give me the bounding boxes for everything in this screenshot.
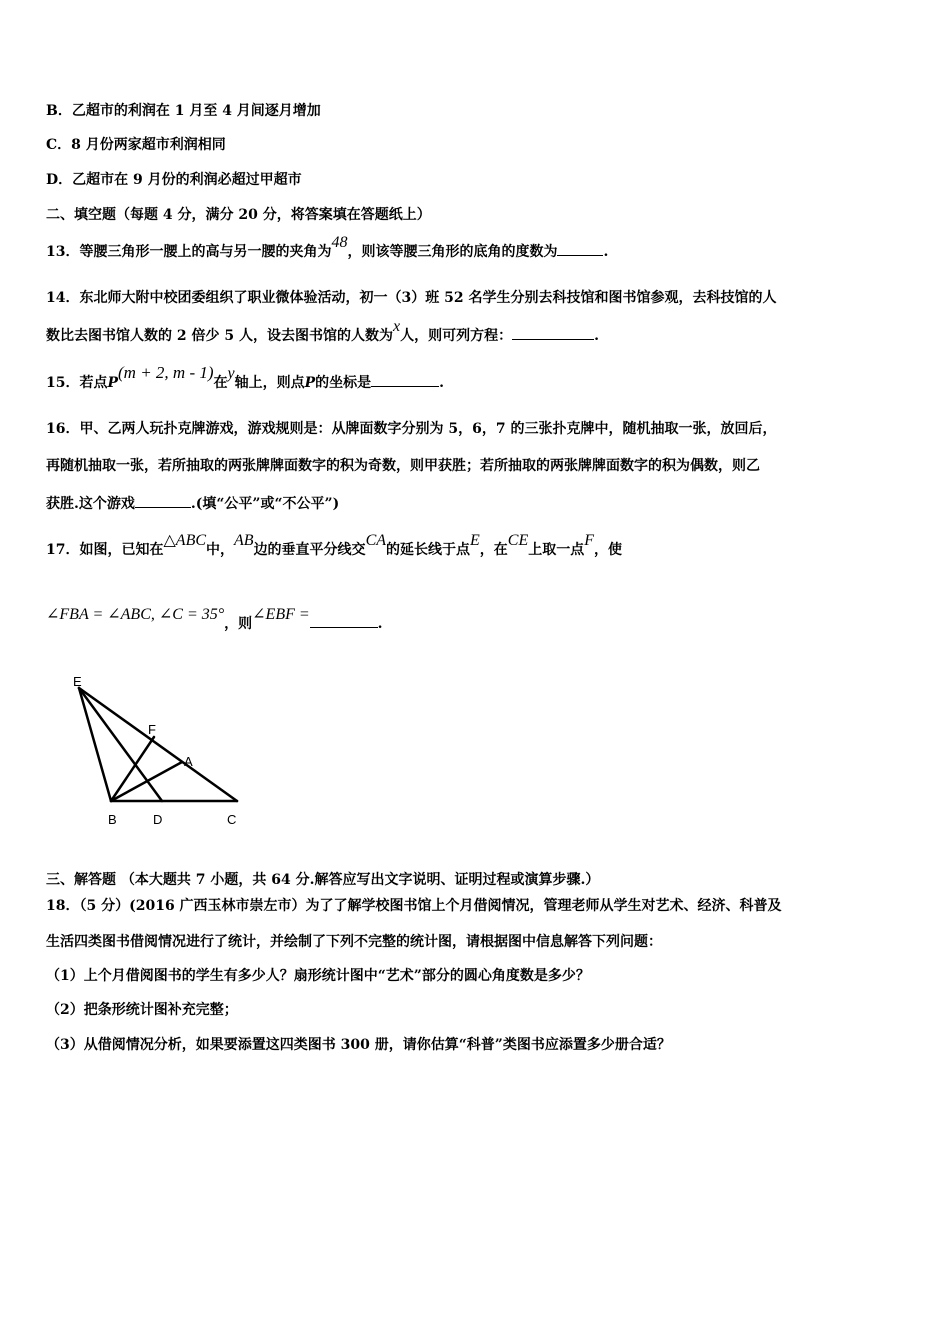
- q17-t6: 上取一点: [528, 542, 585, 558]
- q15-point-2: P: [304, 375, 316, 391]
- q17-t8: ，则: [224, 616, 253, 632]
- q13-answer-blank: [557, 241, 603, 256]
- section-3-header: 三、解答题 （本大题共 7 小题，共 64 分.解答应写出文字说明、证明过程或演算步骤.）: [46, 872, 600, 888]
- q17-t5: ，在: [479, 542, 508, 558]
- label-f: F: [148, 722, 156, 737]
- label-e: E: [73, 674, 82, 689]
- q17-segment-ab: AB: [234, 532, 254, 549]
- q14-variable: x: [392, 318, 401, 335]
- label-c: C: [227, 812, 237, 827]
- question-14-line-1: 14．东北师大附中校团委组织了职业微体验活动，初一（3）班 52 名学生分别去科技馆和图书馆参观，去科技馆的人: [46, 290, 777, 306]
- q15-axis: y: [227, 365, 235, 382]
- section-2-header: 二、填空题（每题 4 分，满分 20 分，将答案填在答题纸上）: [46, 207, 431, 223]
- q14-text-a: 数比去图书馆人数的 2 倍少 5 人，设去图书馆的人数为: [46, 328, 393, 344]
- q17-condition: ∠FBA = ∠ABC, ∠C = 35°: [46, 606, 225, 623]
- q15-text-a: 15．若点: [46, 375, 108, 391]
- q15-end: .: [439, 375, 445, 391]
- label-a: A: [184, 754, 193, 769]
- question-13: [46, 234, 609, 262]
- q16-answer-blank: [135, 493, 191, 508]
- question-18-line-1: 18．（5 分）(2016 广西玉林市崇左市）为了了解学校图书馆上个月借阅情况，管理老师从学生对艺术、经济、科普及: [46, 898, 782, 914]
- q17-point-f: F: [584, 532, 595, 549]
- q17-answer-blank: [310, 613, 378, 628]
- q13-end: .: [603, 244, 609, 260]
- q17-t3: 边的垂直平分线交: [253, 542, 366, 558]
- q17-segment-ca: CA: [365, 532, 387, 549]
- q17-t1: 17．如图，已知在: [46, 542, 164, 558]
- question-18-sub-3: （3）从借阅情况分析，如果要添置这四类图书 300 册，请你估算“科普”类图书应添置多少册合适？: [46, 1037, 671, 1053]
- q16-text-a: 获胜.这个游戏: [46, 496, 135, 512]
- q13-text-a: 13．等腰三角形一腰上的高与另一腰的夹角为: [46, 244, 332, 260]
- segment-eb: [79, 688, 111, 801]
- q17-t4: 的延长线于点: [386, 542, 471, 558]
- q14-text-b: 人，则可列方程：: [400, 328, 513, 344]
- question-18-sub-1: （1）上个月借阅图书的学生有多少人？扇形统计图中“艺术”部分的圆心角度数是多少？: [46, 968, 590, 984]
- triangle-figure: [60, 670, 260, 835]
- question-18-sub-2: （2）把条形统计图补充完整；: [46, 1002, 238, 1018]
- q17-end: .: [377, 616, 383, 632]
- label-d: D: [153, 812, 163, 827]
- q17-point-e: E: [470, 532, 480, 549]
- q14-answer-blank: [512, 325, 594, 340]
- q15-coords: (m + 2, m - 1): [118, 363, 214, 382]
- question-17-line-2: [46, 606, 383, 634]
- q17-t2: 中，: [206, 542, 235, 558]
- q15-answer-blank: [371, 372, 439, 387]
- q15-text-c: 轴上，则点: [234, 375, 305, 391]
- option-b: B．乙超市的利润在 1 月至 4 月间逐月增加: [46, 103, 321, 119]
- question-14-line-2: [46, 318, 599, 346]
- question-16-line-1: 16．甲、乙两人玩扑克牌游戏，游戏规则是：从牌面数字分别为 5，6，7 的三张扑克牌中，随机抽取一张，放回后，: [46, 421, 777, 437]
- question-15: [46, 363, 445, 393]
- q13-angle: 48: [331, 234, 348, 251]
- segment-ec: [79, 688, 237, 801]
- q17-triangle: △ABC: [163, 532, 207, 549]
- label-b: B: [108, 812, 117, 827]
- question-17-line-1: [46, 532, 623, 560]
- q17-t7: ，使: [594, 542, 623, 558]
- question-16-line-3: [46, 493, 339, 514]
- question-18-line-2: 生活四类图书借阅情况进行了统计，并绘制了下列不完整的统计图，请根据图中信息解答下列问题：: [46, 934, 662, 950]
- q13-text-b: ，则该等腰三角形的底角的度数为: [347, 244, 558, 260]
- segment-bf: [111, 737, 154, 801]
- q15-point: P: [107, 375, 119, 391]
- q15-text-d: 的坐标是: [315, 375, 372, 391]
- question-16-line-2: 再随机抽取一张，若所抽取的两张牌牌面数字的积为奇数，则甲获胜；若所抽取的两张牌牌面数字的积为偶数，则乙: [46, 458, 760, 474]
- q14-end: .: [594, 328, 599, 344]
- option-d: D．乙超市在 9 月份的利润必超过甲超市: [46, 172, 302, 188]
- q17-segment-ce: CE: [507, 532, 529, 549]
- q17-angle-ebf: ∠EBF =: [252, 606, 310, 623]
- segment-ba: [111, 762, 182, 801]
- option-c: C．8 月份两家超市利润相同: [46, 137, 226, 153]
- q15-text-b: 在: [213, 375, 228, 391]
- q16-text-b: .(填“公平”或“不公平”): [190, 496, 340, 512]
